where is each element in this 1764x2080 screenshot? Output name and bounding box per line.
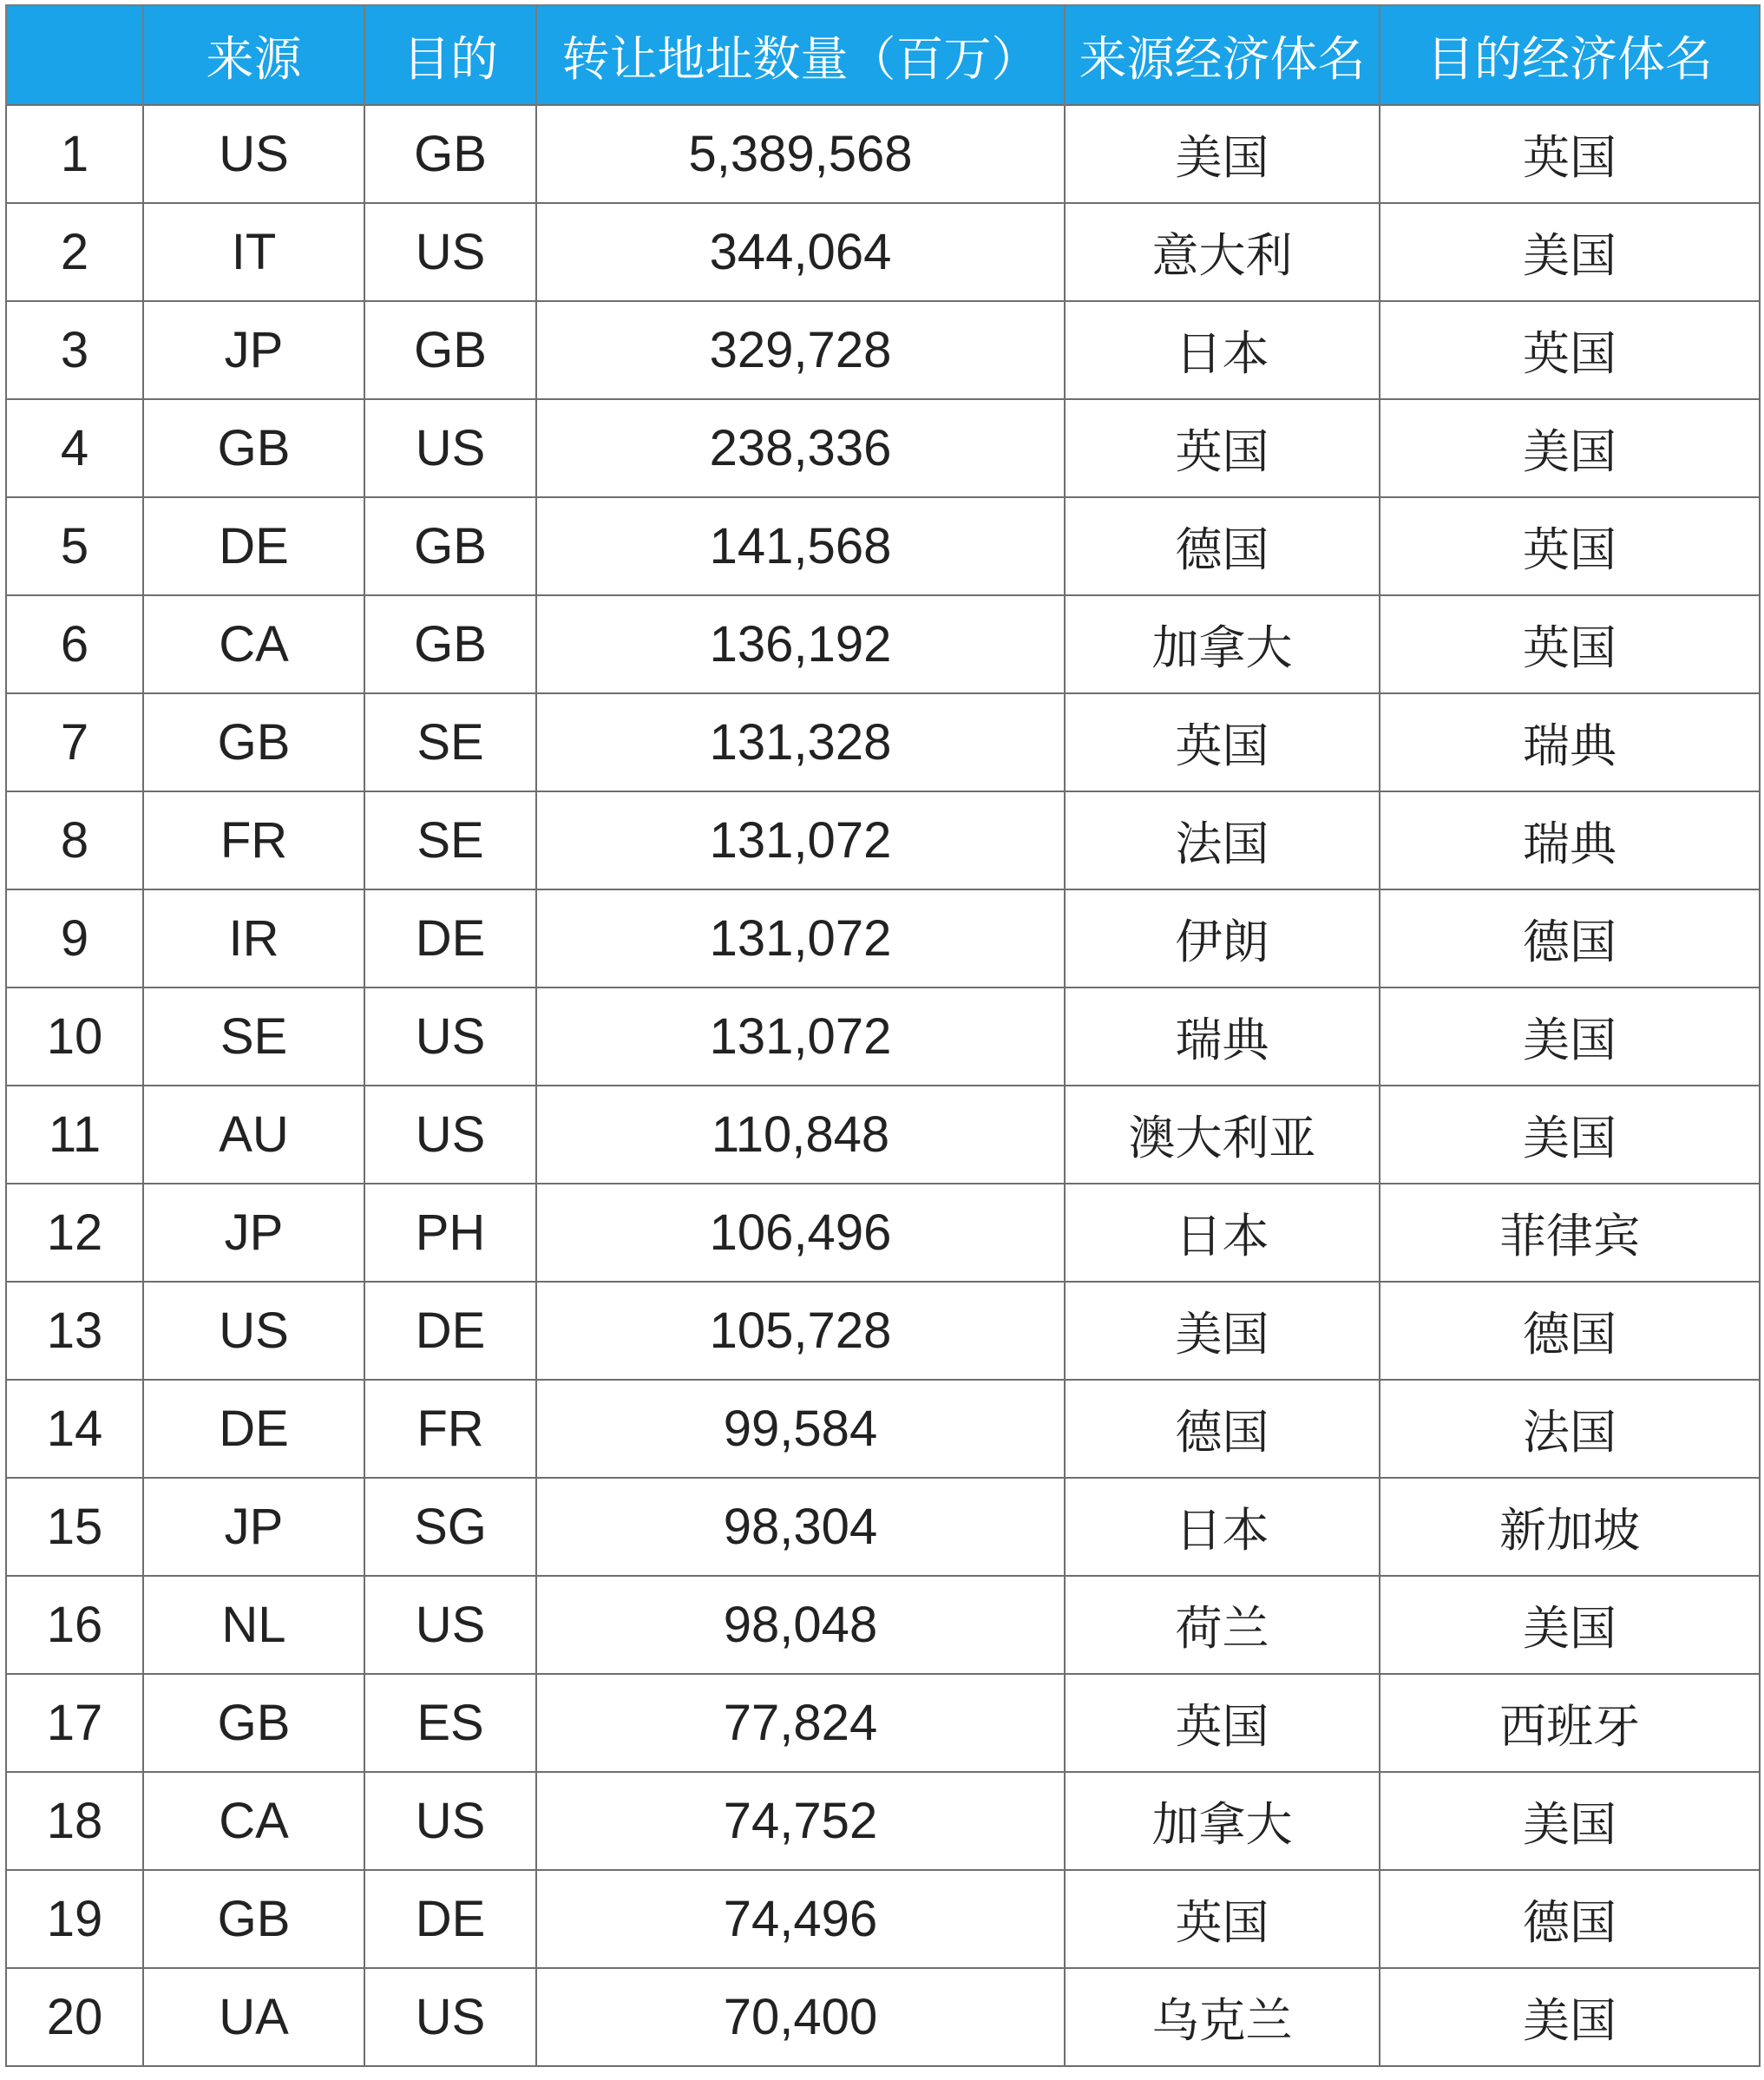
rank-cell: 16	[6, 1576, 143, 1674]
source-code-cell: GB	[143, 399, 364, 497]
destination-code-cell: SE	[364, 791, 536, 889]
header-row	[6, 5, 1760, 105]
destination-economy-cell: 法国	[1380, 1380, 1760, 1478]
table-row	[6, 1674, 1760, 1772]
address-count-cell: 344,064	[536, 203, 1065, 301]
destination-economy-cell: 美国	[1380, 1772, 1760, 1870]
address-count-cell: 131,072	[536, 988, 1065, 1086]
rank-cell: 6	[6, 595, 143, 693]
source-code-cell: CA	[143, 595, 364, 693]
source-economy-cell: 美国	[1065, 105, 1380, 203]
source-economy-cell: 法国	[1065, 791, 1380, 889]
rank-cell: 17	[6, 1674, 143, 1772]
destination-economy-cell: 美国	[1380, 1968, 1760, 2066]
rank-cell: 18	[6, 1772, 143, 1870]
source-economy-cell: 英国	[1065, 1674, 1380, 1772]
source-economy-cell: 日本	[1065, 1184, 1380, 1282]
destination-code-cell: SG	[364, 1478, 536, 1576]
source-code-cell: SE	[143, 988, 364, 1086]
header-source: 来源	[143, 5, 364, 105]
address-count-cell: 74,496	[536, 1870, 1065, 1968]
source-code-cell: DE	[143, 497, 364, 595]
rank-cell: 8	[6, 791, 143, 889]
table-row	[6, 497, 1760, 595]
source-economy-cell: 日本	[1065, 1478, 1380, 1576]
destination-economy-cell: 德国	[1380, 1282, 1760, 1380]
address-count-cell: 136,192	[536, 595, 1065, 693]
rank-cell: 5	[6, 497, 143, 595]
table-header	[6, 5, 1760, 105]
source-code-cell: FR	[143, 791, 364, 889]
destination-code-cell: DE	[364, 1282, 536, 1380]
destination-code-cell: US	[364, 1086, 536, 1184]
table-row	[6, 1576, 1760, 1674]
table-row	[6, 1380, 1760, 1478]
source-economy-cell: 乌克兰	[1065, 1968, 1380, 2066]
table-row	[6, 1478, 1760, 1576]
address-transfer-table	[5, 4, 1761, 2067]
destination-economy-cell: 英国	[1380, 595, 1760, 693]
rank-cell: 7	[6, 693, 143, 791]
table-row	[6, 1086, 1760, 1184]
source-economy-cell: 伊朗	[1065, 889, 1380, 988]
header-source-economy: 来源经济体名	[1065, 5, 1380, 105]
source-code-cell: IT	[143, 203, 364, 301]
rank-cell: 14	[6, 1380, 143, 1478]
destination-code-cell: PH	[364, 1184, 536, 1282]
destination-code-cell: US	[364, 1968, 536, 2066]
address-count-cell: 98,304	[536, 1478, 1065, 1576]
source-code-cell: CA	[143, 1772, 364, 1870]
rank-cell: 10	[6, 988, 143, 1086]
address-count-cell: 329,728	[536, 301, 1065, 399]
source-economy-cell: 澳大利亚	[1065, 1086, 1380, 1184]
address-count-cell: 98,048	[536, 1576, 1065, 1674]
destination-code-cell: GB	[364, 595, 536, 693]
destination-economy-cell: 美国	[1380, 1576, 1760, 1674]
address-count-cell: 99,584	[536, 1380, 1065, 1478]
header-destination: 目的	[364, 5, 536, 105]
table-row	[6, 301, 1760, 399]
header-rank	[6, 5, 143, 105]
source-economy-cell: 德国	[1065, 497, 1380, 595]
address-count-cell: 105,728	[536, 1282, 1065, 1380]
source-economy-cell: 美国	[1065, 1282, 1380, 1380]
address-count-cell: 106,496	[536, 1184, 1065, 1282]
address-count-cell: 74,752	[536, 1772, 1065, 1870]
destination-code-cell: GB	[364, 105, 536, 203]
rank-cell: 12	[6, 1184, 143, 1282]
address-count-cell: 238,336	[536, 399, 1065, 497]
table-row	[6, 203, 1760, 301]
destination-code-cell: DE	[364, 1870, 536, 1968]
source-economy-cell: 意大利	[1065, 203, 1380, 301]
source-code-cell: JP	[143, 1184, 364, 1282]
table-body	[6, 105, 1760, 2066]
source-economy-cell: 日本	[1065, 301, 1380, 399]
header-address-count: 转让地址数量（百万）	[536, 5, 1065, 105]
destination-economy-cell: 瑞典	[1380, 693, 1760, 791]
destination-economy-cell: 美国	[1380, 1086, 1760, 1184]
rank-cell: 9	[6, 889, 143, 988]
source-code-cell: UA	[143, 1968, 364, 2066]
table-row	[6, 693, 1760, 791]
address-count-cell: 5,389,568	[536, 105, 1065, 203]
address-count-cell: 110,848	[536, 1086, 1065, 1184]
destination-code-cell: US	[364, 399, 536, 497]
source-code-cell: GB	[143, 1674, 364, 1772]
destination-code-cell: US	[364, 988, 536, 1086]
source-code-cell: US	[143, 1282, 364, 1380]
source-economy-cell: 英国	[1065, 1870, 1380, 1968]
table-row	[6, 1184, 1760, 1282]
destination-code-cell: FR	[364, 1380, 536, 1478]
address-count-cell: 70,400	[536, 1968, 1065, 2066]
address-count-cell: 77,824	[536, 1674, 1065, 1772]
destination-code-cell: US	[364, 1576, 536, 1674]
source-economy-cell: 德国	[1065, 1380, 1380, 1478]
destination-economy-cell: 美国	[1380, 988, 1760, 1086]
source-code-cell: JP	[143, 301, 364, 399]
source-economy-cell: 加拿大	[1065, 595, 1380, 693]
rank-cell: 2	[6, 203, 143, 301]
rank-cell: 4	[6, 399, 143, 497]
destination-code-cell: SE	[364, 693, 536, 791]
rank-cell: 3	[6, 301, 143, 399]
destination-economy-cell: 英国	[1380, 301, 1760, 399]
source-economy-cell: 加拿大	[1065, 1772, 1380, 1870]
destination-code-cell: US	[364, 203, 536, 301]
destination-economy-cell: 瑞典	[1380, 791, 1760, 889]
destination-economy-cell: 菲律宾	[1380, 1184, 1760, 1282]
table-row	[6, 1968, 1760, 2066]
source-code-cell: GB	[143, 1870, 364, 1968]
rank-cell: 11	[6, 1086, 143, 1184]
transfer-table-container	[5, 4, 1759, 2067]
table-row	[6, 1282, 1760, 1380]
address-count-cell: 131,328	[536, 693, 1065, 791]
table-row	[6, 399, 1760, 497]
rank-cell: 1	[6, 105, 143, 203]
table-row	[6, 791, 1760, 889]
destination-code-cell: ES	[364, 1674, 536, 1772]
table-row	[6, 595, 1760, 693]
destination-code-cell: GB	[364, 301, 536, 399]
address-count-cell: 131,072	[536, 889, 1065, 988]
source-code-cell: NL	[143, 1576, 364, 1674]
rank-cell: 13	[6, 1282, 143, 1380]
table-row	[6, 1870, 1760, 1968]
rank-cell: 19	[6, 1870, 143, 1968]
destination-code-cell: GB	[364, 497, 536, 595]
table-row	[6, 988, 1760, 1086]
destination-economy-cell: 德国	[1380, 1870, 1760, 1968]
source-economy-cell: 英国	[1065, 693, 1380, 791]
source-code-cell: DE	[143, 1380, 364, 1478]
destination-economy-cell: 新加坡	[1380, 1478, 1760, 1576]
destination-economy-cell: 西班牙	[1380, 1674, 1760, 1772]
source-economy-cell: 瑞典	[1065, 988, 1380, 1086]
source-code-cell: AU	[143, 1086, 364, 1184]
table-row	[6, 889, 1760, 988]
destination-economy-cell: 美国	[1380, 399, 1760, 497]
source-economy-cell: 荷兰	[1065, 1576, 1380, 1674]
address-count-cell: 141,568	[536, 497, 1065, 595]
destination-economy-cell: 德国	[1380, 889, 1760, 988]
table-row	[6, 105, 1760, 203]
rank-cell: 20	[6, 1968, 143, 2066]
destination-economy-cell: 美国	[1380, 203, 1760, 301]
source-economy-cell: 英国	[1065, 399, 1380, 497]
header-destination-economy: 目的经济体名	[1380, 5, 1760, 105]
rank-cell: 15	[6, 1478, 143, 1576]
address-count-cell: 131,072	[536, 791, 1065, 889]
table-row	[6, 1772, 1760, 1870]
source-code-cell: GB	[143, 693, 364, 791]
destination-economy-cell: 英国	[1380, 497, 1760, 595]
source-code-cell: US	[143, 105, 364, 203]
destination-code-cell: DE	[364, 889, 536, 988]
source-code-cell: IR	[143, 889, 364, 988]
destination-economy-cell: 英国	[1380, 105, 1760, 203]
source-code-cell: JP	[143, 1478, 364, 1576]
destination-code-cell: US	[364, 1772, 536, 1870]
